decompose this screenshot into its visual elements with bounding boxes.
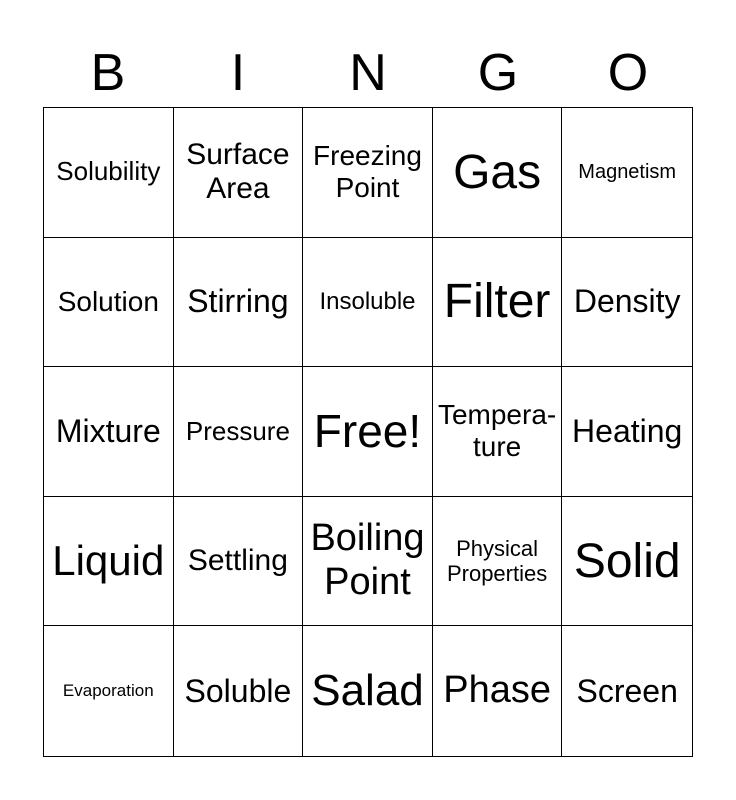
bingo-cell[interactable]: Stirring bbox=[174, 238, 304, 368]
header-letter-n: N bbox=[349, 44, 387, 102]
bingo-cell[interactable]: Free! bbox=[303, 367, 433, 497]
bingo-cell[interactable]: Magnetism bbox=[562, 108, 692, 238]
bingo-cell[interactable]: Liquid bbox=[44, 497, 174, 627]
bingo-header bbox=[43, 42, 693, 104]
bingo-cell[interactable]: Phase bbox=[433, 626, 563, 756]
bingo-cell[interactable]: Density bbox=[562, 238, 692, 368]
bingo-cell[interactable]: Mixture bbox=[44, 367, 174, 497]
bingo-cell[interactable]: Solubility bbox=[44, 108, 174, 238]
bingo-cell[interactable]: Filter bbox=[433, 238, 563, 368]
bingo-cell[interactable]: Pressure bbox=[174, 367, 304, 497]
bingo-cell[interactable]: Solution bbox=[44, 238, 174, 368]
bingo-cell[interactable]: Physical Properties bbox=[433, 497, 563, 627]
bingo-cell[interactable]: Boiling Point bbox=[303, 497, 433, 627]
header-letter-g: G bbox=[477, 44, 519, 102]
bingo-cell[interactable]: Surface Area bbox=[174, 108, 304, 238]
bingo-cell[interactable]: Screen bbox=[576, 672, 678, 709]
header-letter-i: I bbox=[230, 44, 246, 102]
bingo-cell[interactable]: Soluble bbox=[174, 626, 304, 756]
bingo-cell[interactable]: Heating bbox=[562, 367, 692, 497]
bingo-cell[interactable]: Solid bbox=[562, 497, 692, 627]
bingo-cell[interactable]: Evaporation bbox=[44, 626, 174, 756]
bingo-board bbox=[43, 107, 693, 757]
bingo-cell[interactable]: Settling bbox=[174, 497, 304, 627]
header-letter-o: O bbox=[607, 44, 649, 102]
bingo-cell[interactable]: Insoluble bbox=[303, 238, 433, 368]
bingo-cell[interactable]: Tempera-ture bbox=[433, 367, 563, 497]
bingo-cell[interactable]: Salad bbox=[303, 626, 433, 756]
bingo-cell[interactable]: Freezing Point bbox=[303, 108, 433, 238]
bingo-cell[interactable]: Gas bbox=[433, 108, 563, 238]
header-letter-b: B bbox=[90, 44, 126, 102]
